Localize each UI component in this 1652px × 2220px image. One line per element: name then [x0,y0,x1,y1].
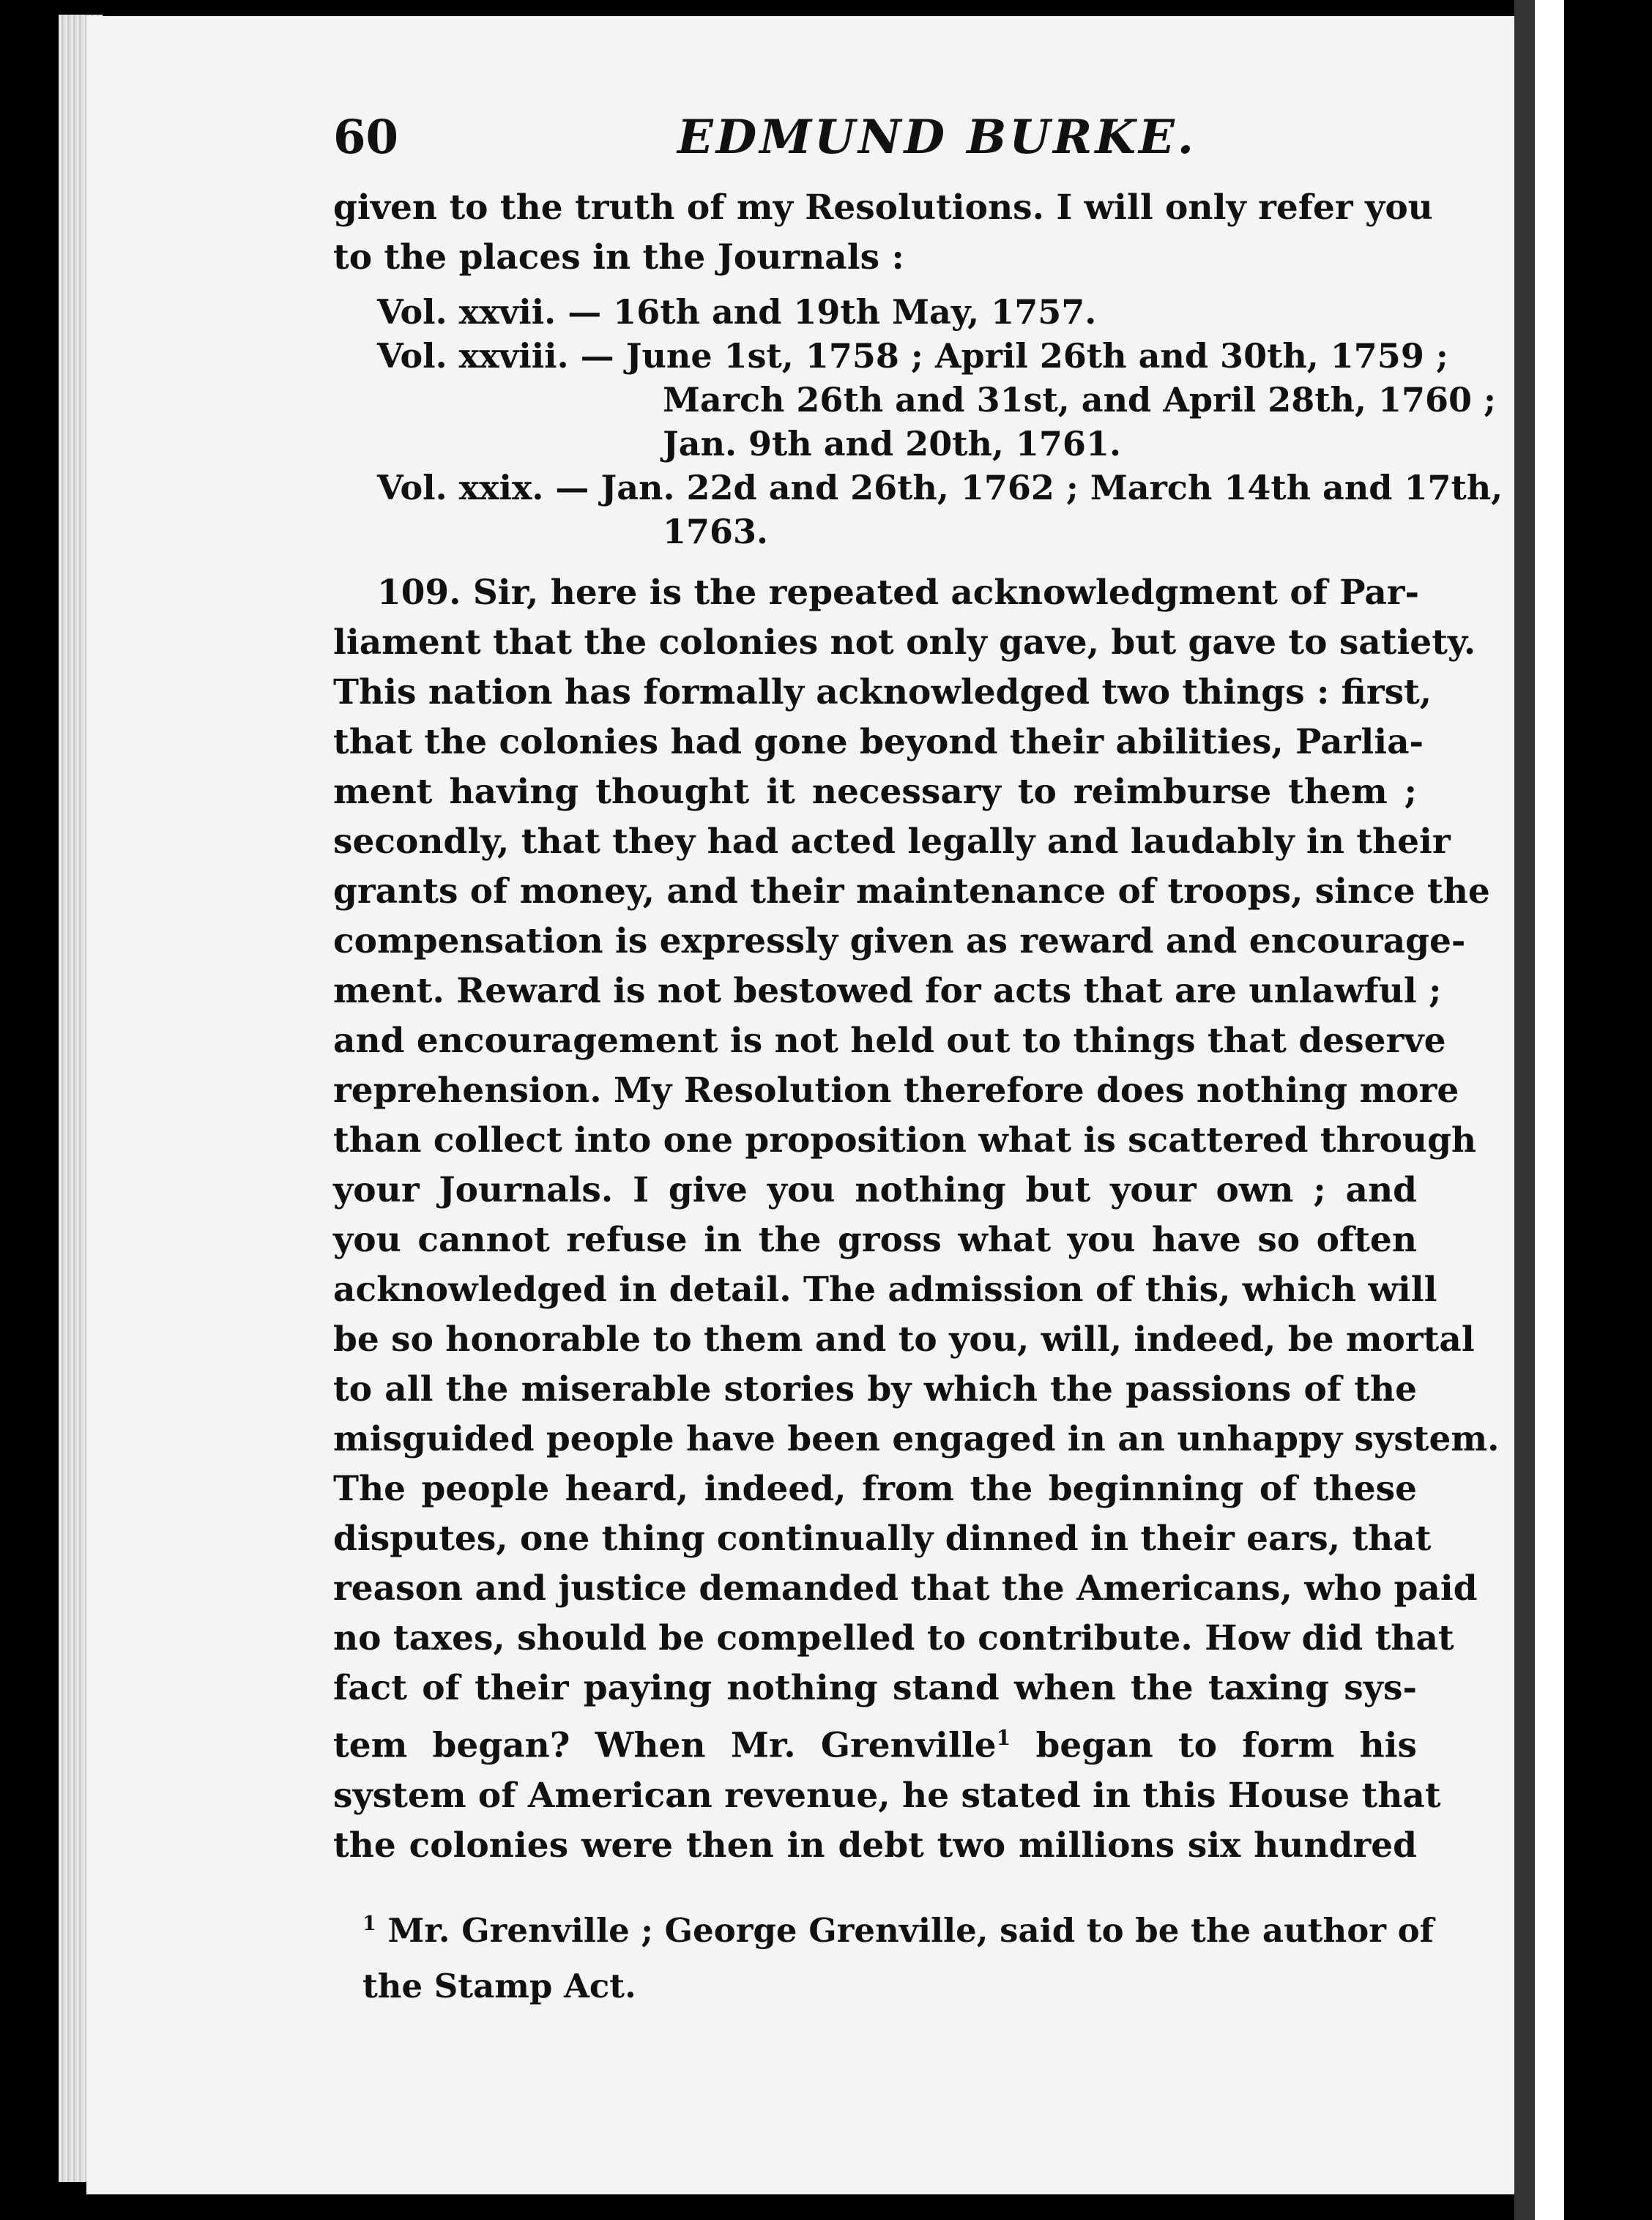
text-line: liament that the colonies not only gave, but gave to satiety. [333,622,1476,663]
reference-dates: 16th and 19th May, 1757. [613,292,1097,332]
line-text: began to form his [1011,1725,1417,1766]
footnote-reference: 1 [996,1726,1011,1750]
text-line: that the colonies had gone beyond their abilities, Parlia- [333,722,1424,762]
text-line: than collect into one proposition what is scattered through [333,1120,1477,1161]
reference-dates: Jan. 9th and 20th, 1761. [663,424,1121,463]
text-line: reason and justice demanded that the Americans, who paid [333,1568,1478,1609]
scan-margin [1535,0,1564,2220]
text-line: be so honorable to them and to you, will, indeed, be mortal [333,1319,1475,1360]
text-line: ment having thought it necessary to reimburse them ; [333,772,1417,812]
text-line: secondly, that they had acted legally and laudably in their [333,822,1451,862]
reference-volume: Vol. xxix. — [377,468,589,507]
text-line: fact of their paying nothing stand when the taxing sys- [333,1668,1417,1708]
footnote [362,1896,1434,2014]
text-line [333,1713,1417,1771]
footnote-line: the Stamp Act. [362,1967,636,2005]
text-line: system of American revenue, he stated in this House that [333,1775,1441,1816]
text-line: the colonies were then in debt two millions six hundred [333,1825,1417,1866]
text-line: grants of money, and their maintenance of troops, since the [333,871,1490,912]
reference-entry [333,334,1448,378]
footnote-line [362,1896,1434,1959]
text-line: 109. Sir, here is the repeated acknowledgment of Par- [377,573,1420,613]
reference-entry [333,466,1503,510]
journal-references [333,290,1503,554]
reference-volume: Vol. xxvii. — [377,292,602,332]
line-text: tem began? When Mr. Grenville [333,1725,997,1766]
reference-dates: June 1st, 1758 ; April 26th and 30th, 1759 ; [625,336,1448,376]
footnote-marker: 1 [362,1912,376,1935]
footnote-text: Mr. Grenville ; George Grenville, said to be the author of [387,1911,1434,1950]
page-number: 60 [333,110,399,165]
reference-dates: Jan. 22d and 26th, 1762 ; March 14th and 17th, [600,468,1503,507]
text-line: reprehension. My Resolution therefore does nothing more [333,1070,1459,1111]
body-text [333,183,1503,1871]
text-line: This nation has formally acknowledged two things : first, [333,672,1432,712]
running-head: EDMUND BURKE. [677,110,1197,165]
reference-entry [333,290,1417,334]
paragraph-109 [333,568,1500,1871]
text-line: given to the truth of my Resolutions. I will only refer you [333,187,1433,228]
reference-dates: March 26th and 31st, and April 28th, 1760 ; [663,380,1497,420]
text-line: and encouragement is not held out to things that deserve [333,1021,1446,1061]
reference-dates: 1763. [663,512,769,551]
text-line: acknowledged in detail. The admission of this, which will [333,1270,1437,1310]
reference-volume: Vol. xxviii. — [377,336,614,376]
page-header [333,95,1432,168]
text-line: disputes, one thing continually dinned in their ears, that [333,1519,1432,1559]
text-line: no taxes, should be compelled to contribute. How did that [333,1618,1454,1658]
text-line: your Journals. I give you nothing but your own ; and [333,1170,1417,1210]
binding-shadow [1514,0,1535,2220]
text-line: misguided people have been engaged in an unhappy system. [333,1419,1500,1459]
text-line: compensation is expressly given as reward and encourage- [333,921,1466,961]
text-line: to all the miserable stories by which the passions of the [333,1369,1417,1409]
text-line: ment. Reward is not bestowed for acts that are unlawful ; [333,971,1442,1011]
text-line: to the places in the Journals : [333,237,904,278]
text-line: The people heard, indeed, from the beginning of these [333,1469,1417,1509]
text-line: you cannot refuse in the gross what you have so often [333,1220,1417,1260]
